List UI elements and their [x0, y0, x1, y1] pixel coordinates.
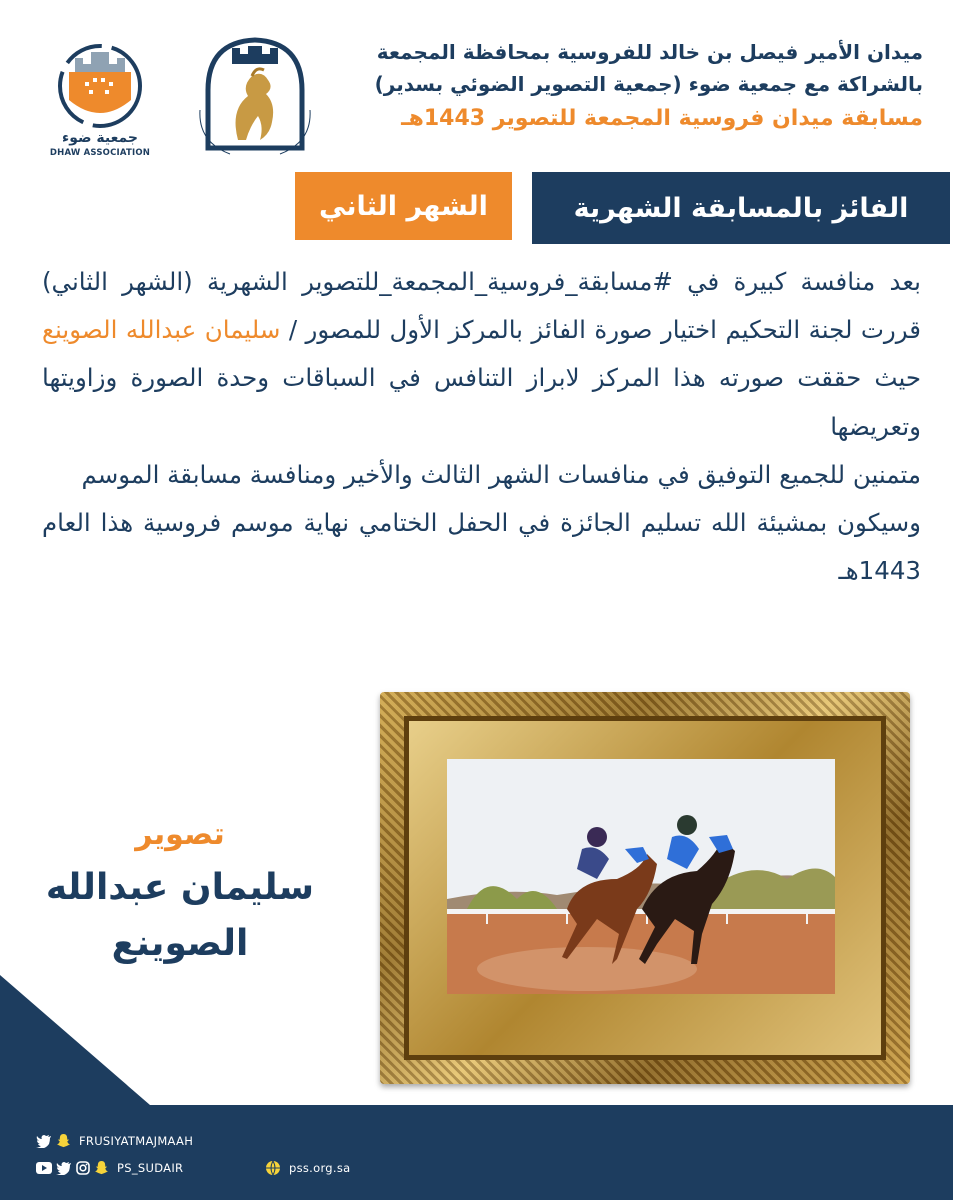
twitter-icon[interactable]	[36, 1134, 52, 1148]
announcement-text	[42, 258, 921, 595]
header-block	[363, 36, 923, 138]
paragraph-3: وسيكون بمشيئة الله تسليم الجائزة في الحفل الختامي نهاية موسم فروسية هذا العام 1443هـ	[42, 508, 921, 586]
dhaw-name-arabic: جمعية ضوء	[62, 130, 138, 146]
header-title-line2: بالشراكة مع جمعية ضوء (جمعية التصوير الضوئي بسدير)	[374, 72, 923, 96]
footer-social-row-2	[36, 1160, 183, 1175]
paragraph-2: متمنين للجميع التوفيق في منافسات الشهر الثالث والأخير ومنافسة مسابقة الموسم	[81, 459, 921, 489]
paragraph-1-start: بعد منافسة كبيرة في #مسابقة_فروسية_المجمعة_للتصوير الشهرية (الشهر الثاني) قررت لجنة التحكيم اختيار صورة الفائز بالمركز الأول للمصور /	[42, 267, 921, 345]
snapchat-icon[interactable]	[94, 1160, 109, 1175]
competition-title: مسابقة ميدان فروسية المجمعة للتصوير 1443هـ	[401, 106, 923, 131]
snapchat-icon[interactable]	[56, 1133, 71, 1148]
footer-social-row-1	[36, 1133, 193, 1148]
header-title-line1: ميدان الأمير فيصل بن خالد للفروسية بمحافظة المجمعة	[376, 40, 923, 64]
globe-icon	[265, 1160, 281, 1176]
footer-handle-2: PS_SUDAIR	[117, 1160, 184, 1175]
credit-label: تصوير	[135, 817, 225, 852]
paragraph-1	[42, 258, 921, 451]
dhaw-name-english: DHAW ASSOCIATION	[49, 148, 151, 158]
paragraph-1-end: حيث حققت صورته هذا المركز لابراز التنافس في السباقات وحدة الصورة وزاويتها وتعريضها	[42, 363, 921, 441]
footer-handle-1: FRUSIYATMAJMAAH	[79, 1133, 194, 1148]
instagram-icon[interactable]	[76, 1161, 90, 1175]
website-link[interactable]: pss.org.sa	[289, 1161, 351, 1175]
second-month-badge: الشهر الثاني	[295, 172, 512, 240]
youtube-icon[interactable]	[36, 1162, 52, 1174]
credit-name-line1: سليمان عبدالله	[45, 867, 315, 908]
winning-photo	[447, 759, 835, 994]
credit-name-line2: الصوينع	[111, 923, 249, 964]
dhaw-association-logo	[45, 40, 155, 162]
corner-decoration	[0, 975, 150, 1105]
winner-name-highlight: سليمان عبدالله الصوينع	[42, 315, 281, 345]
twitter-icon[interactable]	[56, 1161, 72, 1175]
faisal-equestrian-logo	[190, 30, 320, 158]
photo-credit	[40, 810, 320, 972]
footer-bar	[0, 1105, 953, 1200]
monthly-winner-badge: الفائز بالمسابقة الشهرية	[532, 172, 950, 244]
footer-website-row[interactable]	[265, 1160, 351, 1176]
